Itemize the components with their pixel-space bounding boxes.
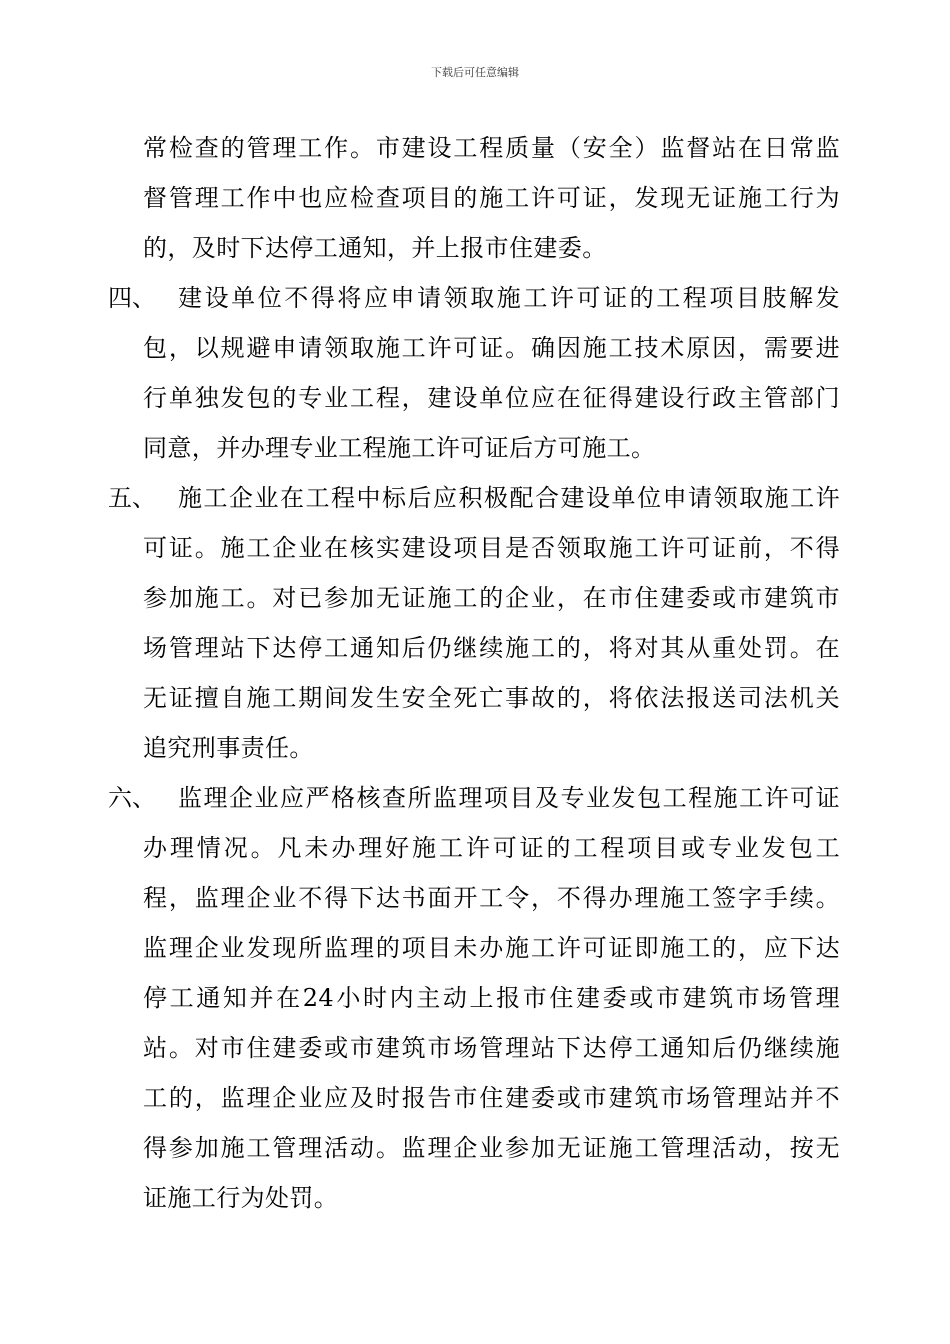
paragraph-line: 程，监理企业不得下达书面开工令，不得办理施工签字手续。 bbox=[143, 884, 840, 912]
paragraph-line: 包，以规避申请领取施工许可证。确因施工技术原因，需要进 bbox=[143, 334, 840, 362]
paragraph-line: 行单独发包的专业工程，建设单位应在征得建设行政主管部门 bbox=[143, 384, 840, 412]
paragraph-line: 证施工行为处罚。 bbox=[143, 1184, 339, 1212]
paragraph-line: 同意，并办理专业工程施工许可证后方可施工。 bbox=[143, 434, 656, 462]
page-header: 下载后可任意编辑 bbox=[431, 66, 519, 79]
paragraph-line: 参加施工。对已参加无证施工的企业，在市住建委或市建筑市 bbox=[143, 584, 840, 612]
paragraph-line: 的，及时下达停工通知，并上报市住建委。 bbox=[143, 234, 607, 262]
paragraph-line: 督管理工作中也应检查项目的施工许可证，发现无证施工行为 bbox=[143, 184, 840, 212]
paragraph-line: 得参加施工管理活动。监理企业参加无证施工管理活动，按无 bbox=[143, 1134, 840, 1162]
paragraph-line: 无证擅自施工期间发生安全死亡事故的，将依法报送司法机关 bbox=[143, 684, 840, 712]
paragraph-line: 停工通知并在24小时内主动上报市住建委或市建筑市场管理 bbox=[143, 984, 840, 1012]
paragraph-line: 施工企业在工程中标后应积极配合建设单位申请领取施工许 bbox=[178, 484, 840, 512]
paragraph-line: 追究刑事责任。 bbox=[143, 734, 314, 762]
section-marker-6: 六、 bbox=[108, 784, 156, 812]
paragraph-line: 建设单位不得将应申请领取施工许可证的工程项目肢解发 bbox=[178, 284, 840, 312]
paragraph-line: 可证。施工企业在核实建设项目是否领取施工许可证前，不得 bbox=[143, 534, 840, 562]
paragraph-line: 工的，监理企业应及时报告市住建委或市建筑市场管理站并不 bbox=[143, 1084, 840, 1112]
paragraph-line: 办理情况。凡未办理好施工许可证的工程项目或专业发包工 bbox=[143, 834, 840, 862]
paragraph-line: 场管理站下达停工通知后仍继续施工的，将对其从重处罚。在 bbox=[143, 634, 840, 662]
section-marker-5: 五、 bbox=[108, 484, 156, 512]
paragraph-line: 监理企业发现所监理的项目未办施工许可证即施工的，应下达 bbox=[143, 934, 840, 962]
paragraph-line: 常检查的管理工作。市建设工程质量（安全）监督站在日常监 bbox=[143, 134, 840, 162]
section-marker-4: 四、 bbox=[108, 284, 156, 312]
paragraph-line: 站。对市住建委或市建筑市场管理站下达停工通知后仍继续施 bbox=[143, 1034, 840, 1062]
paragraph-line: 监理企业应严格核查所监理项目及专业发包工程施工许可证 bbox=[178, 784, 840, 812]
